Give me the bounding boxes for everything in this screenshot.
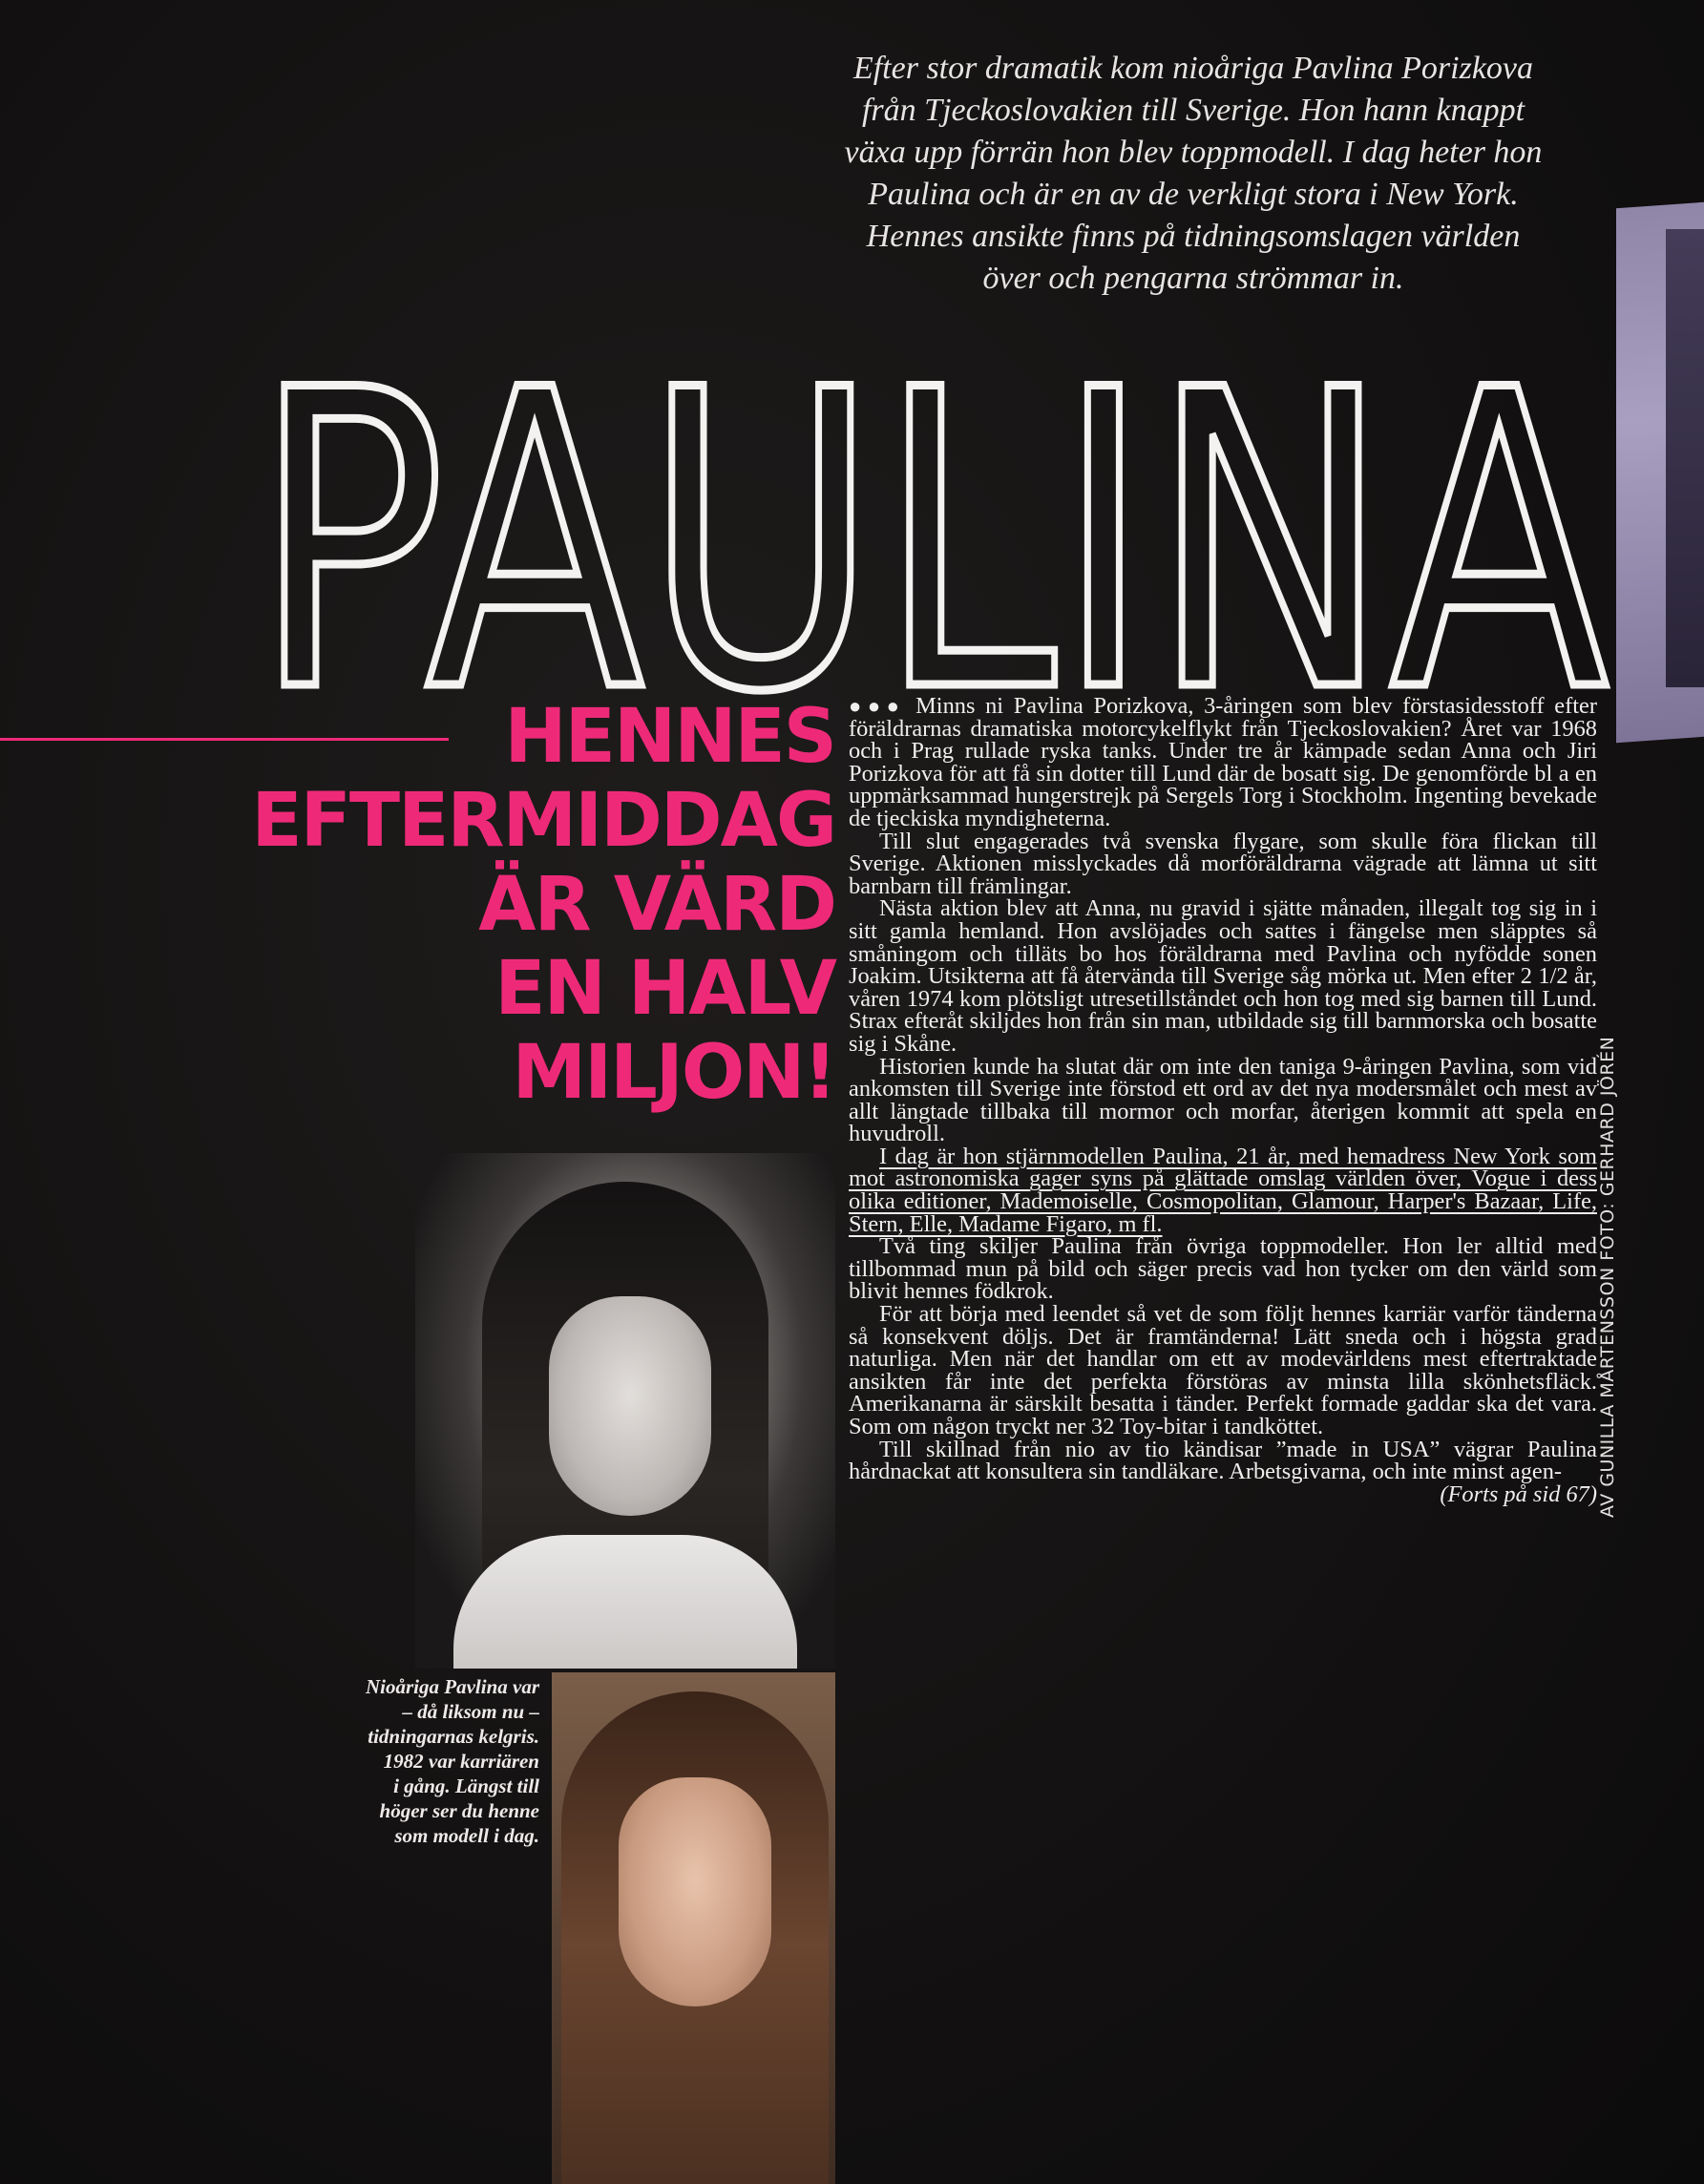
paragraph-highlighted xyxy=(849,1145,1597,1235)
adjacent-photo-shadow xyxy=(1666,229,1704,687)
caption-line: som modell i dag. xyxy=(394,1824,539,1847)
article-body xyxy=(849,695,1597,1505)
photo-model-portrait xyxy=(552,1672,835,2184)
paragraph-text: Minns ni Pavlina Porizkova, 3-åringen som blev förstasidesstoff efter föräldrarnas dramatiska motorcykelflykt från Tjeckoslovakien? Året var 1968 och i Prag rullade ryska tanks. Under tre år kämpade sedan Anna och Jiri Porizkova för att få sin dotter till Lund där de bosatt sig. De genomförde bl a en uppmärksammad hungerstrejk på Sergels Torg i Stockholm. Ingenting bevekade de tjeckiska myndigheterna. xyxy=(849,693,1597,831)
underlined-text: I dag är hon stjärnmodellen Paulina, 21 år, med hemadress New York som mot astronomiska gager syns på glättade omslag världen över, Vogue i dess olika editioner, Mademoiselle, Cosmopolitan, Glamour, Harper's Bazaar, Life, Stern, Elle, Madame Figaro, m fl. xyxy=(849,1143,1597,1237)
photo-credit: AV GUNILLA MÅRTENSSON FOTO: GERHARD JÖRÉN xyxy=(1597,1036,1618,1518)
caption-line: Nioåriga Pavlina var xyxy=(366,1675,539,1698)
caption-line: 1982 var karriären xyxy=(383,1750,539,1773)
headline-line: HENNES xyxy=(504,694,835,780)
paragraph xyxy=(849,695,1597,830)
caption-line: höger ser du henne xyxy=(379,1799,539,1822)
photo-face xyxy=(619,1777,771,2006)
intro-text: Efter stor dramatik kom nioåriga Pavlina Porizkova från Tjeckoslovakien till Sverige. Hon hann knappt växa upp förrän hon blev toppmodell. I dag heter hon Paulina och är en av de verkligt stora i New York. Hennes ansikte finns på tidningsomslagen världen över och pengarna strömmar in. xyxy=(844,51,1543,296)
paragraph: Nästa aktion blev att Anna, nu gravid i sjätte månaden, illegalt tog sig in i sitt gamla hemland. Hon avslöjades och sattes i fängelse men släpptes så småningom och tilläts bo hos föräldrarna med Pavlina och nyfödde sonen Joakim. Utsikterna att få återvända till Sverige såg mörka ut. Men efter 2 1/2 år, våren 1974 kom plötsligt utresetillståndet och hon tog med sig barnen till Lund. Strax efteråt skiljdes hon från sin man, utbildade sig till barnmorska och bosatte sig i Skåne. xyxy=(849,895,1597,1057)
continued-link[interactable]: (Forts på sid 67) xyxy=(1440,1480,1597,1507)
page-title xyxy=(243,307,1618,708)
photo-face xyxy=(549,1296,711,1516)
title-svg xyxy=(243,307,1618,708)
caption-line: tidningarnas kelgris. xyxy=(368,1725,539,1748)
photo-child-portrait xyxy=(415,1153,835,1669)
headline-line: EFTERMIDDAG xyxy=(251,778,835,864)
headline-line: EN HALV xyxy=(494,946,835,1032)
headline-line: MILJON! xyxy=(512,1030,835,1116)
photo-caption xyxy=(291,1674,539,1848)
paragraph: Till slut engagerades två svenska flygare, som skulle föra flickan till Sverige. Aktionen misslyckades då morföräldrarna vägrade att lämna ut sitt barnbarn till främlingar. xyxy=(849,828,1597,899)
bullet-dots: ●●● xyxy=(849,694,906,718)
caption-line: i gång. Längst till xyxy=(393,1774,539,1797)
headline xyxy=(143,695,835,1115)
photo-shirt xyxy=(453,1535,797,1669)
headline-line: ÄR VÄRD xyxy=(478,862,835,948)
title-wordmark: PAULINA xyxy=(253,307,1610,708)
paragraph-text: Till skillnad från nio av tio kändisar ”made in USA” vägrar Paulina hårdnackat att konsultera sin tandläkare. Arbetsgivarna, och inte minst agen- xyxy=(849,1436,1597,1485)
caption-line: – då liksom nu – xyxy=(402,1700,539,1723)
paragraph: För att börja med leendet så vet de som följt hennes karriär varför tänderna så konsekvent döljs. Det är framtänderna! Lätt sneda och i högsta grad naturliga. Men när det handlar om ett av modevärldens mest eftertraktade ansikten får inte det perfekta förstöras av minsta lilla skönhetsfläck. Amerikanarna är särskilt besatta i tänder. Perfekt formade gaddar ska det vara. Som om någon tryckt ner 32 Toy-bitar i tandköttet. xyxy=(849,1301,1597,1439)
paragraph: Historien kunde ha slutat där om inte den taniga 9-åringen Pavlina, som vid ankomsten till Sverige inte förstod ett ord av det nya modersmålet och mest av allt längtade tillbaka till mormor och morfar, återigen kommit att spela en huvudroll. xyxy=(849,1053,1597,1147)
paragraph xyxy=(849,1436,1597,1507)
paragraph: Två ting skiljer Paulina från övriga toppmodeller. Hon ler alltid med tillbommad mun på bild och säger precis vad hon tycker om den värld som blivit hennes födkrok. xyxy=(849,1233,1597,1305)
